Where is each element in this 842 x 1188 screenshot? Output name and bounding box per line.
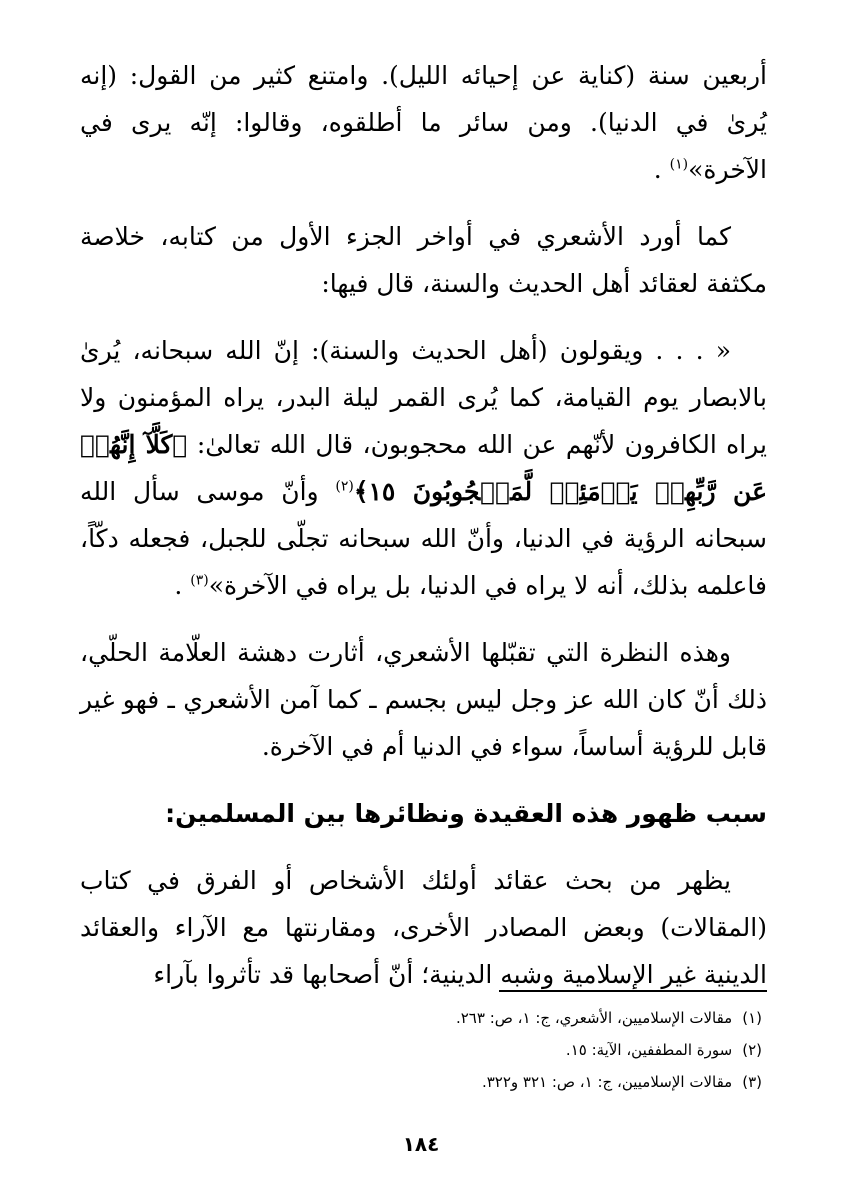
paragraph-3-quote — [80, 327, 767, 609]
footnote-marker-3[interactable]: (٣) — [190, 572, 209, 589]
paragraph-3-end: . — [174, 571, 183, 600]
footnote-2 — [80, 1034, 762, 1066]
section-heading: سبب ظهور هذه العقيدة ونظائرها بين المسلمين: — [165, 799, 767, 828]
footnote-3 — [80, 1066, 762, 1098]
paragraph-1 — [80, 52, 767, 193]
paragraph-3-text-after-verse: وأنّ موسى سأل الله سبحانه الرؤية في الدنيا، وأنّ الله سبحانه تجلّى للجبل، فجعله دكّاً، فاعلمه بذلك، أنه لا يراه في الدنيا، بل يراه في الآخرة» — [80, 477, 767, 600]
quran-verse: ﴿كَلَّآ إِنَّهُمۡ عَن رَّبِّهِمۡ يَوۡمَئِذٖ لَّمَحۡجُوبُونَ ١٥﴾ — [80, 430, 768, 506]
paragraph-3-text-before-verse: « . . . ويقولون (أهل الحديث والسنة): إنّ الله سبحانه، يُرىٰ بالابصار يوم القيامة، كما يُرى القمر ليلة البدر، يراه المؤمنون ولا يراه الكافرون لأنّهم عن الله محجوبون، قال الله تعالىٰ: — [80, 336, 767, 459]
footnote-3-number: (٣) — [742, 1073, 762, 1091]
paragraph-5 — [80, 857, 767, 998]
footnote-1-text: مقالات الإسلاميين، الأشعري، ج: ١، ص: ٢٦٣. — [455, 1009, 733, 1027]
paragraph-5-text: يظهر من بحث عقائد أولئك الأشخاص أو الفرق في كتاب (المقالات) وبعض المصادر الأخرى، ومقارنتها مع الآراء والعقائد الدينية غير الإسلامية وشبه الدينية؛ أنّ أصحابها قد تأثروا بآراء — [80, 866, 767, 989]
paragraph-4 — [80, 629, 767, 770]
page-number: ١٨٤ — [402, 1132, 440, 1156]
footnote-marker-2[interactable]: (٢) — [335, 478, 354, 495]
paragraph-4-text: وهذه النظرة التي تقبّلها الأشعري، أثارت دهشة العلّامة الحلّي، ذلك أنّ كان الله عز وجل ليس بجسم ـ كما آمن الأشعري ـ فهو غير قابل للرؤية أساساً، سواء في الدنيا أم في الآخرة. — [80, 638, 767, 761]
footnote-2-number: (٢) — [742, 1041, 762, 1059]
footnotes-list — [80, 1002, 762, 1098]
footnote-1 — [80, 1002, 762, 1034]
paragraph-1-end: . — [653, 155, 662, 184]
footnote-marker-1[interactable]: (١) — [669, 156, 689, 173]
footnote-1-number: (١) — [742, 1009, 762, 1027]
footnote-3-text: مقالات الإسلاميين، ج: ١، ص: ٣٢١ و٣٢٢. — [481, 1073, 733, 1091]
paragraph-2-text: كما أورد الأشعري في أواخر الجزء الأول من كتابه، خلاصة مكثفة لعقائد أهل الحديث والسنة، قال فيها: — [80, 222, 767, 298]
paragraph-2 — [80, 213, 767, 307]
footnote-2-text: سورة المطففين، الآية: ١٥. — [565, 1041, 733, 1059]
paragraph-1-text: أربعين سنة (كناية عن إحيائه الليل). وامتنع كثير من القول: (إنه يُرىٰ في الدنيا). ومن سائر ما أطلقوه، وقالوا: إنّه يرى في الآخرة» — [80, 61, 767, 184]
footnote-divider — [499, 990, 767, 992]
